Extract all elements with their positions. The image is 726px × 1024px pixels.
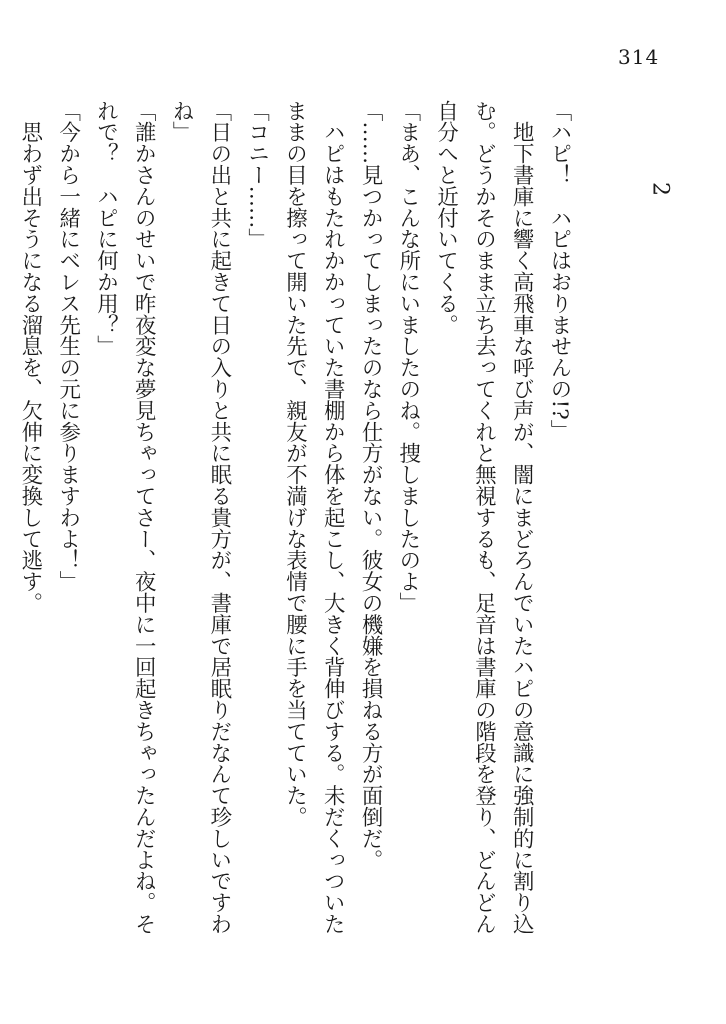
text-line: 地下書庫に響く高飛車な呼び声が、闇にまどろんでいたハピの意識に強制的に割り込 [509,100,535,935]
text-line: 「今から一緒にベレス先生の元に参りますわよ！」 [55,100,81,593]
text-line: 「コニー……」 [244,100,270,250]
text-line: 「誰かさんのせいで昨夜変な夢見ちゃってさー、夜中に一回起きちゃったんだよね。そ [131,100,157,935]
text-line: 自分へと近付いてくる。 [433,100,459,336]
text-line: 「……見つかってしまったのなら仕方がない。彼女の機嫌を損ねる方が面倒だ。 [358,100,384,871]
page-number: 314 [618,45,660,69]
text-line: ね」 [169,100,195,143]
text-line: 「まあ、こんな所にいましたのね。捜しましたのよ」 [395,100,421,614]
text-line: ハピはもたれかかっていた書棚から体を起こし、大きく背伸びする。未だくっついた [320,100,346,935]
text-line: 思わず出そうになる溜息を、欠伸に変換して逃す。 [17,100,43,614]
text-line: 「ハピ！ ハピはおりませんの!?」 [547,100,572,442]
text-line: 「日の出と共に起きて日の入りと共に眠る貴方が、書庫で居眠りだなんて珍しいですわ [206,100,232,935]
text-line: ままの目を擦って開いた先で、親友が不満げな表情で腰に手を当てていた。 [282,100,308,828]
text-line: む。どうかそのまま立ち去ってくれと無視するも、足音は書庫の階段を登り、どんどん [471,100,497,935]
text-line: れで？ ハピに何か用？」 [93,100,119,357]
section-number: 2 [647,182,673,196]
body-text [11,100,578,980]
